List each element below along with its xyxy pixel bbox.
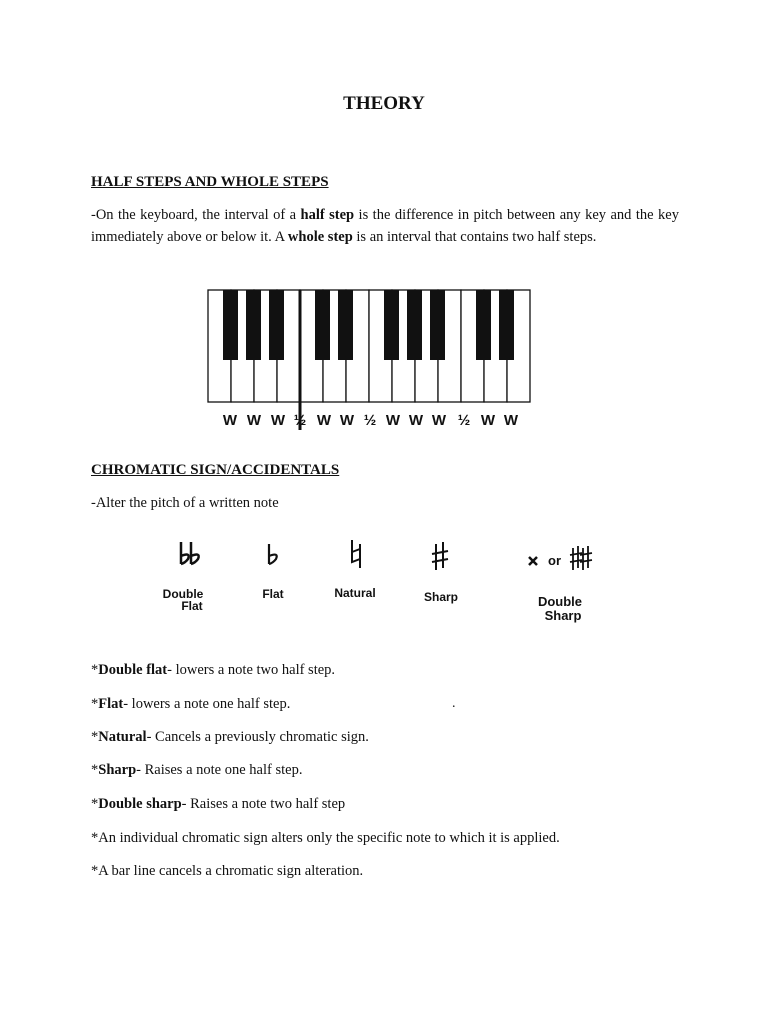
definition-item	[91, 729, 369, 746]
bullet-star: *	[91, 696, 99, 712]
paragraph-text-run: is the difference in pitch between any key and the key immediately above or below it. A	[91, 207, 679, 245]
step-label: W	[480, 412, 496, 429]
flat-label: Flat	[262, 587, 284, 601]
bullet-star: *	[91, 762, 99, 778]
definition-term: Flat	[98, 696, 124, 712]
definition-item	[91, 762, 302, 779]
step-label: W	[270, 412, 286, 429]
section-heading-half-whole-steps: HALF STEPS AND WHOLE STEPS	[91, 174, 329, 190]
black-key	[223, 290, 238, 360]
bold-term: half step	[300, 207, 355, 223]
definition-term: Natural	[98, 729, 147, 745]
double-sharp-label-2: Sharp	[544, 608, 582, 623]
bullet-star: *	[91, 662, 99, 678]
paragraph-text-run: -On the keyboard, the interval of a	[91, 207, 301, 223]
definition-item	[91, 796, 345, 813]
step-label: ½	[363, 412, 377, 429]
accidentals-intro: -Alter the pitch of a written note	[91, 495, 279, 511]
step-label: W	[431, 412, 447, 429]
page-title: THEORY	[343, 93, 425, 114]
definition-term: Sharp	[98, 762, 137, 778]
double-flat-label-1: Double	[162, 587, 204, 601]
double-flat-icon	[181, 542, 199, 564]
step-label: W	[503, 412, 519, 429]
accidentals-diagram	[145, 532, 605, 642]
step-label: W	[222, 412, 238, 429]
section-heading-accidentals: CHROMATIC SIGN/ACCIDENTALS	[91, 462, 340, 478]
step-label: W	[385, 412, 401, 429]
keyboard-figure	[200, 284, 560, 444]
step-label: W	[246, 412, 262, 429]
definition-description: - Cancels a previously chromatic sign.	[146, 729, 369, 745]
bullet-star: *	[91, 729, 99, 745]
black-key	[499, 290, 514, 360]
step-label: W	[408, 412, 424, 429]
step-label: W	[316, 412, 332, 429]
half-step-definition-paragraph	[91, 204, 679, 248]
flat-icon	[269, 544, 277, 564]
definition-term: Double sharp	[98, 796, 182, 812]
definition-item	[91, 662, 335, 679]
keyboard-diagram	[200, 284, 560, 439]
double-flat-label-2: Flat	[181, 599, 203, 613]
black-key	[430, 290, 445, 360]
double-sharp-icon	[529, 546, 592, 570]
double-sharp-label-1: Double	[537, 594, 583, 609]
step-label: W	[339, 412, 355, 429]
svg-text:or: or	[548, 553, 561, 568]
black-key	[476, 290, 491, 360]
black-key	[338, 290, 353, 360]
definition-description: - Raises a note two half step	[181, 796, 346, 812]
sharp-icon	[432, 542, 448, 570]
step-label: ½	[293, 412, 307, 429]
definition-description: - lowers a note one half step.	[123, 696, 291, 712]
definition-item	[91, 696, 290, 713]
note-item: *A bar line cancels a chromatic sign alteration.	[91, 863, 364, 879]
natural-label: Natural	[334, 586, 376, 600]
natural-icon	[352, 540, 360, 568]
bullet-star: *	[91, 796, 99, 812]
note-item: *An individual chromatic sign alters only the specific note to which it is applied.	[91, 830, 560, 846]
accidentals-figure	[145, 532, 605, 647]
bold-term: whole step	[287, 229, 353, 245]
sharp-label: Sharp	[423, 590, 459, 604]
black-key	[407, 290, 422, 360]
stray-mark: .	[452, 696, 456, 711]
paragraph-text-run: is an interval that contains two half steps.	[352, 229, 597, 245]
definition-description: - Raises a note one half step.	[136, 762, 303, 778]
black-key	[384, 290, 399, 360]
black-key	[246, 290, 261, 360]
definition-term: Double flat	[98, 662, 168, 678]
definition-description: - lowers a note two half step.	[167, 662, 336, 678]
black-key	[315, 290, 330, 360]
step-label: ½	[457, 412, 471, 429]
black-key	[269, 290, 284, 360]
